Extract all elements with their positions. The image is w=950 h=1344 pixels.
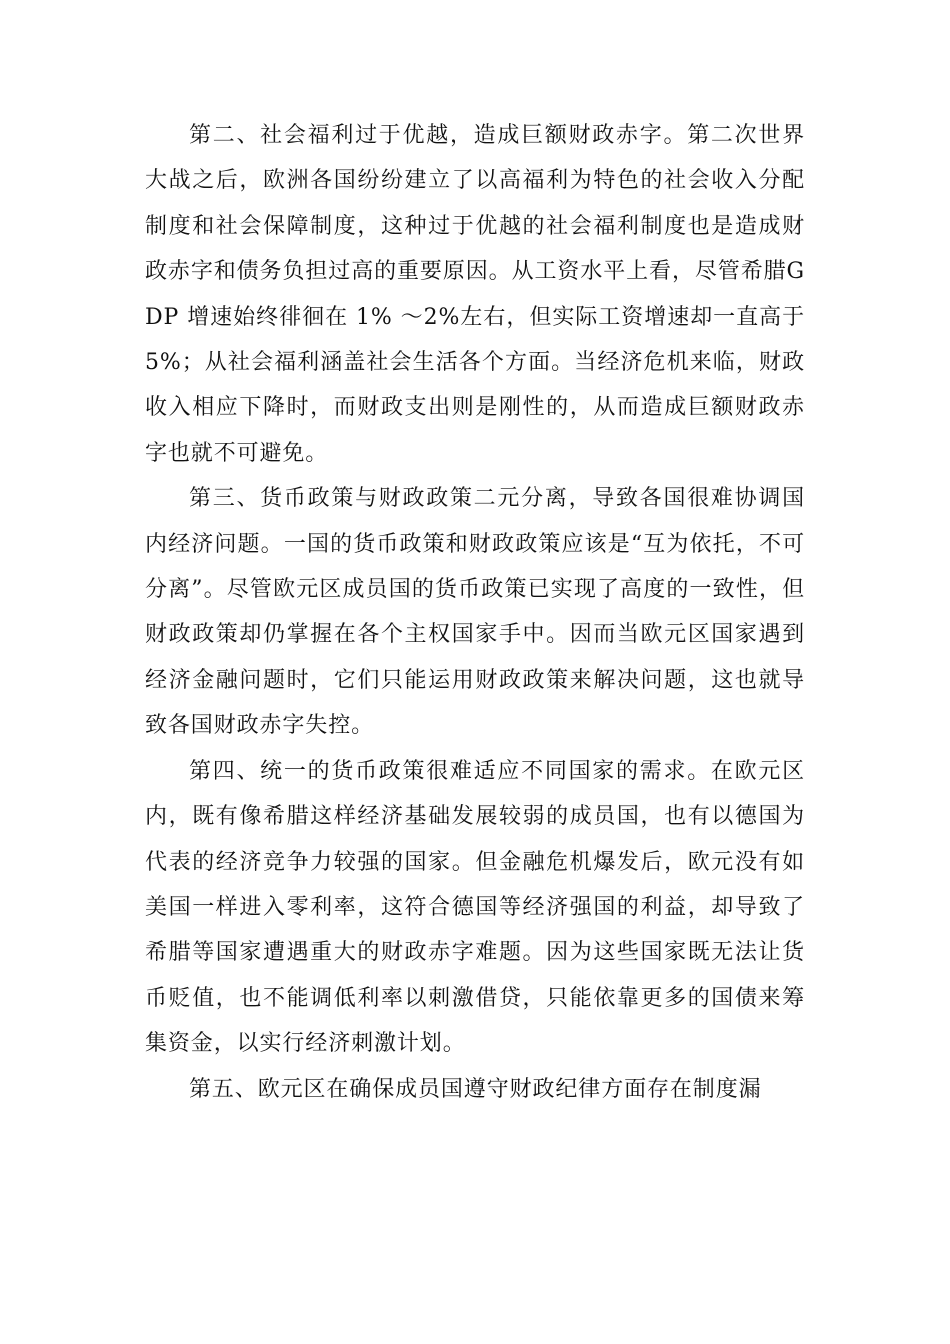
- document-body: [145, 113, 805, 1112]
- paragraph-welfare: 第二、社会福利过于优越，造成巨额财政赤字。第二次世界大战之后，欧洲各国纷纷建立了以高福利为特色的社会收入分配制度和社会保障制度，这种过于优越的社会福利制度也是造成财政赤字和债务负担过高的重要原因。从工资水平上看，尽管希腊GDP 增速始终徘徊在 1% ～2%左右，但实际工资增速却一直高于 5%；从社会福利涵盖社会生活各个方面。当经济危机来临，财政收入相应下降时，而财政支出则是刚性的，从而造成巨额财政赤字也就不可避免。: [145, 123, 805, 466]
- paragraph-policy-separation: 第三、货币政策与财政政策二元分离，导致各国很难协调国内经济问题。一国的货币政策和财政政策应该是“互为依托，不可分离”。尽管欧元区成员国的货币政策已实现了高度的一致性，但财政政策却仍掌握在各个主权国家手中。因而当欧元区国家遇到经济金融问题时，它们只能运用财政政策来解决问题，这也就导致各国财政赤字失控。: [145, 486, 805, 739]
- paragraph-monetary-policy: 第四、统一的货币政策很难适应不同国家的需求。在欧元区内，既有像希腊这样经济基础发展较弱的成员国，也有以德国为代表的经济竞争力较强的国家。但金融危机爆发后，欧元没有如美国一样进入零利率，这符合德国等经济强国的利益，却导致了希腊等国家遭遇重大的财政赤字难题。因为这些国家既无法让货币贬值，也不能调低利率以刺激借贷，只能依靠更多的国债来筹集资金，以实行经济刺激计划。: [145, 758, 805, 1057]
- paragraph-fiscal-discipline: 第五、欧元区在确保成员国遵守财政纪律方面存在制度漏: [189, 1076, 762, 1102]
